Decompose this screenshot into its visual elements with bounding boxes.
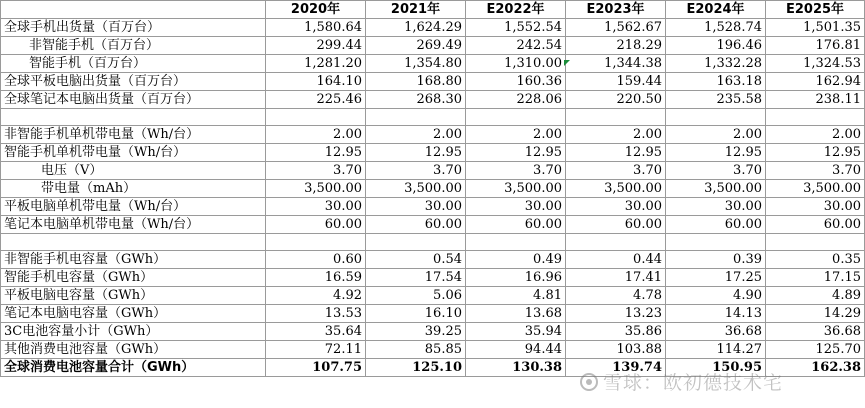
row-label-cell[interactable]: 全球手机出货量（百万台） bbox=[1, 19, 266, 37]
row-label-cell[interactable]: 带电量（mAh） bbox=[1, 180, 266, 198]
value-cell[interactable]: 17.15 bbox=[766, 269, 865, 287]
value-cell[interactable]: 0.39 bbox=[666, 251, 766, 269]
row-label-cell[interactable]: 3C电池容量小计（GWh） bbox=[1, 323, 266, 341]
value-cell[interactable]: 30.00 bbox=[766, 198, 865, 216]
value-cell[interactable]: 3,500.00 bbox=[766, 180, 865, 198]
row-label-cell[interactable]: 智能手机电容量（GWh） bbox=[1, 269, 266, 287]
value-cell[interactable]: 1,624.29 bbox=[366, 19, 466, 37]
row-label-cell[interactable]: 非智能手机（百万台） bbox=[1, 37, 266, 55]
value-cell[interactable]: 35.86 bbox=[566, 323, 666, 341]
table-row bbox=[1, 305, 865, 323]
row-label-cell[interactable]: 全球笔记本电脑出货量（百万台） bbox=[1, 91, 266, 109]
value-cell[interactable]: 1,344.38 bbox=[566, 55, 666, 73]
value-cell[interactable]: 3,500.00 bbox=[466, 180, 566, 198]
value-cell[interactable] bbox=[566, 234, 666, 251]
value-cell[interactable]: 268.30 bbox=[366, 91, 466, 109]
value-cell[interactable]: 4.78 bbox=[566, 287, 666, 305]
value-cell[interactable]: 72.11 bbox=[266, 341, 366, 359]
value-cell[interactable]: 107.75 bbox=[266, 359, 366, 377]
value-cell[interactable]: 3,500.00 bbox=[566, 180, 666, 198]
value-cell[interactable]: 16.59 bbox=[266, 269, 366, 287]
value-cell[interactable]: 125.70 bbox=[766, 341, 865, 359]
value-cell[interactable] bbox=[466, 109, 566, 126]
value-cell[interactable]: 103.88 bbox=[566, 341, 666, 359]
row-label-cell[interactable]: 全球平板电脑出货量（百万台） bbox=[1, 73, 266, 91]
value-cell[interactable]: 16.96 bbox=[466, 269, 566, 287]
value-cell[interactable]: 2.00 bbox=[366, 126, 466, 144]
row-label-cell[interactable]: 笔记本电脑单机带电量（Wh/台） bbox=[1, 216, 266, 234]
value-cell[interactable]: 3.70 bbox=[766, 162, 865, 180]
value-cell[interactable]: 4.81 bbox=[466, 287, 566, 305]
value-cell[interactable]: 35.94 bbox=[466, 323, 566, 341]
value-cell[interactable] bbox=[366, 234, 466, 251]
value-cell[interactable]: 3,500.00 bbox=[266, 180, 366, 198]
value-cell[interactable]: 130.38 bbox=[466, 359, 566, 377]
value-cell[interactable]: 14.29 bbox=[766, 305, 865, 323]
value-cell[interactable]: 4.89 bbox=[766, 287, 865, 305]
value-cell[interactable]: 17.41 bbox=[566, 269, 666, 287]
table-row bbox=[1, 19, 865, 37]
value-cell[interactable]: 159.44 bbox=[566, 73, 666, 91]
row-label-cell[interactable]: 其他消费电池容量（GWh） bbox=[1, 341, 266, 359]
value-cell[interactable]: 114.27 bbox=[666, 341, 766, 359]
value-cell[interactable]: 35.64 bbox=[266, 323, 366, 341]
table-row bbox=[1, 341, 865, 359]
header-cell-year[interactable]: 2020年 bbox=[266, 1, 366, 19]
header-cell-year[interactable]: E2025年 bbox=[766, 1, 865, 19]
value-cell[interactable]: 162.94 bbox=[766, 73, 865, 91]
value-cell[interactable]: 17.25 bbox=[666, 269, 766, 287]
row-label-cell[interactable]: 平板电脑单机带电量（Wh/台） bbox=[1, 198, 266, 216]
watermark-text: 雪球：欧初德技术宅 bbox=[603, 372, 784, 394]
value-cell[interactable] bbox=[366, 109, 466, 126]
value-cell[interactable]: 150.95 bbox=[666, 359, 766, 377]
value-cell[interactable]: 196.46 bbox=[666, 37, 766, 55]
value-cell[interactable]: 168.80 bbox=[366, 73, 466, 91]
value-cell[interactable]: 12.95 bbox=[266, 144, 366, 162]
value-cell[interactable]: 30.00 bbox=[266, 198, 366, 216]
table-row bbox=[1, 91, 865, 109]
value-cell[interactable]: 30.00 bbox=[566, 198, 666, 216]
value-cell[interactable]: 1,354.80 bbox=[366, 55, 466, 73]
value-cell[interactable]: 2.00 bbox=[466, 126, 566, 144]
value-cell[interactable]: 3.70 bbox=[466, 162, 566, 180]
value-cell[interactable]: 164.10 bbox=[266, 73, 366, 91]
value-cell[interactable]: 242.54 bbox=[466, 37, 566, 55]
value-cell[interactable]: 162.38 bbox=[766, 359, 865, 377]
value-cell[interactable]: 39.25 bbox=[366, 323, 466, 341]
table-row bbox=[1, 180, 865, 198]
value-cell[interactable]: 60.00 bbox=[266, 216, 366, 234]
value-cell[interactable] bbox=[266, 109, 366, 126]
empty-row bbox=[1, 109, 865, 126]
row-label-cell[interactable]: 笔记本电脑电容量（GWh） bbox=[1, 305, 266, 323]
row-label-cell[interactable]: 智能手机（百万台） bbox=[1, 55, 266, 73]
row-label-cell[interactable]: 非智能手机电容量（GWh） bbox=[1, 251, 266, 269]
value-cell[interactable] bbox=[566, 109, 666, 126]
value-cell[interactable]: 160.36 bbox=[466, 73, 566, 91]
value-cell[interactable]: 2.00 bbox=[566, 126, 666, 144]
value-cell[interactable]: 3,500.00 bbox=[666, 180, 766, 198]
value-cell[interactable]: 30.00 bbox=[366, 198, 466, 216]
value-cell[interactable]: 3.70 bbox=[366, 162, 466, 180]
value-cell[interactable]: 60.00 bbox=[366, 216, 466, 234]
value-cell[interactable]: 1,332.28 bbox=[666, 55, 766, 73]
value-cell[interactable] bbox=[766, 234, 865, 251]
table-row bbox=[1, 126, 865, 144]
value-cell[interactable]: 36.68 bbox=[666, 323, 766, 341]
value-cell[interactable]: 1,501.35 bbox=[766, 19, 865, 37]
table-row bbox=[1, 251, 865, 269]
value-cell[interactable]: 13.53 bbox=[266, 305, 366, 323]
value-cell[interactable]: 4.92 bbox=[266, 287, 366, 305]
row-label-cell[interactable]: 平板电脑电容量（GWh） bbox=[1, 287, 266, 305]
value-cell[interactable]: 60.00 bbox=[466, 216, 566, 234]
header-row bbox=[1, 1, 865, 19]
table-row bbox=[1, 37, 865, 55]
row-label-cell[interactable] bbox=[1, 234, 266, 251]
value-cell[interactable]: 218.29 bbox=[566, 37, 666, 55]
cell-comment-indicator bbox=[564, 60, 570, 66]
value-cell[interactable]: 125.10 bbox=[366, 359, 466, 377]
table-row bbox=[1, 216, 865, 234]
row-label-cell[interactable]: 全球消费电池容量合计（GWh） bbox=[1, 359, 266, 377]
value-cell[interactable]: 3.70 bbox=[666, 162, 766, 180]
value-cell[interactable] bbox=[766, 109, 865, 126]
value-cell[interactable]: 269.49 bbox=[366, 37, 466, 55]
value-cell[interactable]: 176.81 bbox=[766, 37, 865, 55]
value-cell[interactable]: 1,281.20 bbox=[266, 55, 366, 73]
value-cell[interactable]: 235.58 bbox=[666, 91, 766, 109]
value-cell[interactable]: 2.00 bbox=[266, 126, 366, 144]
value-cell[interactable]: 60.00 bbox=[666, 216, 766, 234]
header-cell-year[interactable]: E2022年 bbox=[466, 1, 566, 19]
row-label-cell[interactable]: 非智能手机单机带电量（Wh/台） bbox=[1, 126, 266, 144]
value-cell[interactable]: 220.50 bbox=[566, 91, 666, 109]
value-cell[interactable]: 0.35 bbox=[766, 251, 865, 269]
row-label-cell[interactable]: 智能手机单机带电量（Wh/台） bbox=[1, 144, 266, 162]
value-cell[interactable]: 1,580.64 bbox=[266, 19, 366, 37]
value-cell[interactable]: 85.85 bbox=[366, 341, 466, 359]
value-cell[interactable] bbox=[666, 234, 766, 251]
value-cell[interactable]: 12.95 bbox=[566, 144, 666, 162]
value-cell[interactable] bbox=[466, 234, 566, 251]
value-cell[interactable] bbox=[266, 234, 366, 251]
value-cell[interactable]: 12.95 bbox=[466, 144, 566, 162]
value-cell[interactable]: 14.13 bbox=[666, 305, 766, 323]
value-cell[interactable]: 238.11 bbox=[766, 91, 865, 109]
value-cell[interactable]: 12.95 bbox=[366, 144, 466, 162]
value-cell[interactable]: 13.23 bbox=[566, 305, 666, 323]
value-cell[interactable]: 12.95 bbox=[666, 144, 766, 162]
value-cell[interactable]: 163.18 bbox=[666, 73, 766, 91]
table-row bbox=[1, 269, 865, 287]
value-cell[interactable]: 16.10 bbox=[366, 305, 466, 323]
value-cell[interactable]: 5.06 bbox=[366, 287, 466, 305]
value-cell[interactable]: 3.70 bbox=[266, 162, 366, 180]
value-cell[interactable]: 1,562.67 bbox=[566, 19, 666, 37]
value-cell[interactable]: 2.00 bbox=[766, 126, 865, 144]
value-cell[interactable]: 60.00 bbox=[566, 216, 666, 234]
table-row bbox=[1, 323, 865, 341]
header-cell-year[interactable]: E2023年 bbox=[566, 1, 666, 19]
header-cell-year[interactable]: 2021年 bbox=[366, 1, 466, 19]
value-cell[interactable]: 1,310.00 bbox=[466, 55, 566, 73]
value-cell[interactable]: 0.49 bbox=[466, 251, 566, 269]
value-cell[interactable]: 1,324.53 bbox=[766, 55, 865, 73]
value-cell[interactable]: 0.44 bbox=[566, 251, 666, 269]
value-cell[interactable]: 139.74 bbox=[566, 359, 666, 377]
value-cell[interactable]: 13.68 bbox=[466, 305, 566, 323]
table-row bbox=[1, 287, 865, 305]
table-row bbox=[1, 55, 865, 73]
value-cell[interactable]: 3,500.00 bbox=[366, 180, 466, 198]
value-cell[interactable]: 0.54 bbox=[366, 251, 466, 269]
value-cell[interactable]: 4.90 bbox=[666, 287, 766, 305]
value-cell[interactable]: 1,552.54 bbox=[466, 19, 566, 37]
value-cell[interactable]: 1,528.74 bbox=[666, 19, 766, 37]
watermark bbox=[578, 368, 783, 395]
table-row bbox=[1, 162, 865, 180]
value-cell[interactable]: 12.95 bbox=[766, 144, 865, 162]
value-cell[interactable]: 2.00 bbox=[666, 126, 766, 144]
row-label-cell[interactable] bbox=[1, 109, 266, 126]
header-cell-year[interactable]: E2024年 bbox=[666, 1, 766, 19]
value-cell[interactable]: 299.44 bbox=[266, 37, 366, 55]
value-cell[interactable]: 3.70 bbox=[566, 162, 666, 180]
value-cell[interactable]: 225.46 bbox=[266, 91, 366, 109]
table-row bbox=[1, 198, 865, 216]
value-cell[interactable]: 94.44 bbox=[466, 341, 566, 359]
table-row bbox=[1, 73, 865, 91]
value-cell[interactable] bbox=[666, 109, 766, 126]
value-cell[interactable]: 60.00 bbox=[766, 216, 865, 234]
header-cell-label[interactable] bbox=[1, 1, 266, 19]
value-cell[interactable]: 0.60 bbox=[266, 251, 366, 269]
empty-row bbox=[1, 234, 865, 251]
value-cell[interactable]: 30.00 bbox=[466, 198, 566, 216]
value-cell[interactable]: 30.00 bbox=[666, 198, 766, 216]
snowball-logo-icon bbox=[578, 372, 600, 392]
row-label-cell[interactable]: 电压（V） bbox=[1, 162, 266, 180]
table-row bbox=[1, 144, 865, 162]
value-cell[interactable]: 17.54 bbox=[366, 269, 466, 287]
value-cell[interactable]: 228.06 bbox=[466, 91, 566, 109]
value-cell[interactable]: 36.68 bbox=[766, 323, 865, 341]
